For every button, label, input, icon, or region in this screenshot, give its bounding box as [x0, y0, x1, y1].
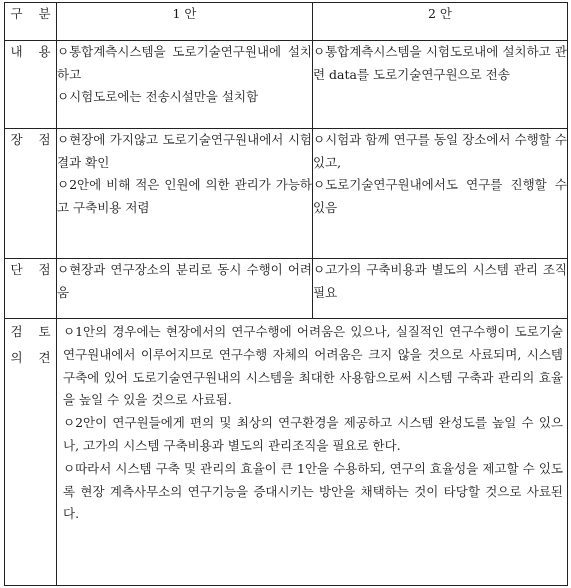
advantages-option2-item: ㅇ도로기술연구원내에서도 연구를 진행할 수 있음 — [313, 177, 567, 215]
header-option1: 1 안 — [57, 3, 313, 41]
row-advantages — [5, 129, 568, 259]
disadvantages-option2-item: ㅇ고가의 구축비용과 별도의 시스템 관리 조직필요 — [313, 262, 567, 300]
advantages-option2-cell — [313, 129, 568, 259]
row-content — [5, 41, 568, 129]
content-option2-item: ㅇ통합계측시스템을 시험도로내에 설치하고 관련 data를 도로기술연구원으로 전송 — [313, 44, 567, 82]
comparison-table — [4, 2, 568, 586]
review-cell — [57, 319, 568, 586]
row-label-content: 내 용 — [5, 41, 57, 129]
review-label-line2: 의 견 — [10, 350, 51, 365]
row-review — [5, 319, 568, 586]
advantages-option1-item: ㅇ2안에 비해 적은 인원에 의한 관리가 가능하고 구축비용 저렴 — [57, 177, 312, 215]
content-option1-item: ㅇ통합계측시스템을 도로기술연구원내에 설치하고 — [57, 44, 312, 82]
advantages-option1-cell — [57, 129, 313, 259]
row-label-disadvantages: 단 점 — [5, 259, 57, 319]
advantages-option1-item: ㅇ현장에 가지않고 도로기술연구원내에서 시험결과 확인 — [57, 132, 312, 170]
header-row — [5, 3, 568, 41]
header-category: 구 분 — [5, 3, 57, 41]
disadvantages-option2-cell — [313, 259, 568, 319]
content-option2-cell — [313, 41, 568, 129]
disadvantages-option1-cell — [57, 259, 313, 319]
advantages-option2-item: ㅇ시험과 함께 연구를 동일 장소에서 수행할 수 있고, — [313, 132, 567, 170]
review-item: ㅇ따라서 시스템 구축 및 관리의 효율이 큰 1안을 수용하되, 연구의 효율성을 제고할 수 있도록 현장 계측사무소의 연구기능을 증대시키는 방안을 채택하는 것이 타당할 것으로 사료된다. — [63, 460, 563, 522]
row-label-review — [5, 319, 57, 586]
review-item: ㅇ1안의 경우에는 현장에서의 연구수행에 어려움은 있으나, 실질적인 연구수행이 도로기술연구원내에서 이루어지므로 연구수행 자체의 어려움은 크지 않을 것으로 사료되며, 시스템 구축에 있어 도로기술연구원내의 시스템을 최대한 사용함으로써 시스템 구축과 관리의 효율을 높일 수 있을 것으로 사료됨. — [63, 324, 563, 408]
content-option1-cell — [57, 41, 313, 129]
content-option1-item: ㅇ시험도로에는 전송시설만을 설치함 — [57, 89, 259, 104]
review-label-line1: 검 토 — [10, 324, 51, 339]
row-disadvantages — [5, 259, 568, 319]
review-item: ㅇ2안이 연구원들에게 편의 및 최상의 연구환경을 제공하고 시스템 완성도를 높일 수 있으나, 고가의 시스템 구축비용과 별도의 관리조직을 필요로 한다. — [63, 415, 563, 453]
row-label-advantages: 장 점 — [5, 129, 57, 259]
header-option2: 2 안 — [313, 3, 568, 41]
disadvantages-option1-item: ㅇ현장과 연구장소의 분리로 동시 수행이 어려움 — [57, 262, 312, 300]
